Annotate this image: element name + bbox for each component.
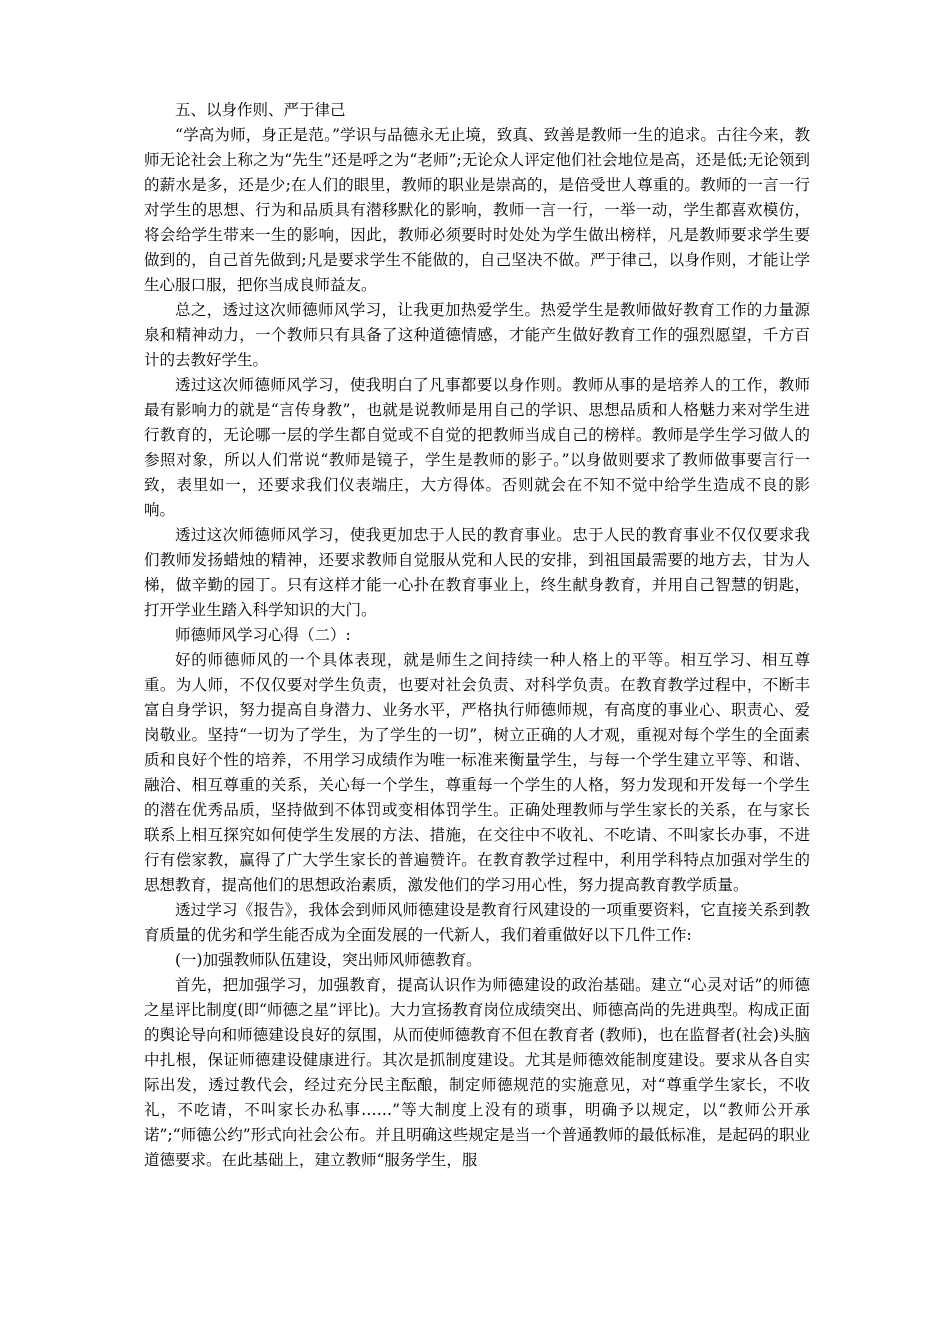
paragraph: 首先，把加强学习，加强教育，提高认识作为师德建设的政治基础。建立“心灵对话”的师德之星评比制度(即“师德之星”评比)。大力宣扬教育岗位成绩突出、师德高尚的先进典型。构成正面的舆论导向和师德建设良好的氛围，从而使师德教育不但在教育者 (教师)，也在监督者(社会)头脑中扎根，保证师德建设健康进行。其次是抓制度建设。尤其是师德效能制度建设。要求从各自实际出发，透过教代会，经过充分民主酝酿，制定师德规范的实施意见，对“尊重学生家长，不收礼，不吃请，不叫家长办私事……”等大制度上没有的琐事，明确予以规定，以“教师公开承诺”;“师德公约”形式向社会公布。并且明确这些规定是当一个普通教师的最低标准，是起码的职业道德要求。在此基础上，建立教师“服务学生，服 (144, 976, 810, 1169)
document-body (144, 98, 810, 1173)
paragraph: 好的师德师风的一个具体表现，就是师生之间持续一种人格上的平等。相互学习、相互尊重。为人师，不仅仅要对学生负责，也要对社会负责、对科学负责。在教育教学过程中，不断丰富自身学识，努力提高自身潜力、业务水平，严格执行师德师规，有高度的事业心、职责心、爱岗敬业。坚持“一切为了学生，为了学生的一切”，树立正确的人才观，重视对每个学生的全面素质和良好个性的培养，不用学习成绩作为唯一标准来衡量学生，与每一个学生建立平等、和谐、融洽、相互尊重的关系，关心每一个学生，尊重每一个学生的人格，努力发现和开发每一个学生的潜在优秀品质，坚持做到不体罚或变相体罚学生。正确处理教师与学生家长的关系，在与家长联系上相互探究如何使学生发展的方法、措施，在交往中不收礼、不吃请、不叫家长办事，不进行有偿家教，赢得了广大学生家长的普遍赞许。在教育教学过程中，利用学科特点加强对学生的思想教育，提高他们的思想政治素质，激发他们的学习用心性，努力提高教育教学质量。 (144, 651, 810, 894)
paragraph: 透过这次师德师风学习，使我更加忠于人民的教育事业。忠于人民的教育事业不仅仅要求我们教师发扬蜡烛的精神，还要求教师自觉服从党和人民的安排，到祖国最需要的地方去，甘为人梯，做辛勤的园丁。只有这样才能一心扑在教育事业上，终生献身教育，并用自己智慧的钥匙，打开学业生踏入科学知识的大门。 (144, 526, 810, 619)
paragraph: 总之，透过这次师德师风学习，让我更加热爱学生。热爱学生是教师做好教育工作的力量源泉和精神动力，一个教师只有具备了这种道德情感，才能产生做好教育工作的强烈愿望，千方百计的去教好学生。 (144, 301, 810, 369)
paragraph: 透过学习《报告》，我体会到师风师德建设是教育行风建设的一项重要资料，它直接关系到教育质量的优劣和学生能否成为全面发展的一代新人，我们着重做好以下几件工作: (144, 901, 810, 944)
section-heading: 师德师风学习心得（二）: (175, 626, 351, 644)
paragraph: 透过这次师德师风学习，使我明白了凡事都要以身作则。教师从事的是培养人的工作，教师最有影响力的就是“言传身教”，也就是说教师是用自己的学识、思想品质和人格魅力来对学生进行教育的，无论哪一层的学生都自觉或不自觉的把教师当成自己的榜样。教师是学生学习做人的参照对象，所以人们常说“教师是镜子，学生是教师的影子。”以身做则要求了教师做事要言行一致，表里如一，还要求我们仪表端庄，大方得体。否则就会在不知不觉中给学生造成不良的影响。 (144, 376, 810, 519)
section-heading: 五、以身作则、严于律己 (175, 101, 346, 119)
paragraph: “学高为师，身正是范。”学识与品德永无止境，致真、致善是教师一生的追求。古往今来，教师无论社会上称之为“先生”还是呼之为“老师”;无论众人评定他们社会地位是高，还是低;无论领到的薪水是多，还是少;在人们的眼里，教师的职业是崇高的，是倍受世人尊重的。教师的一言一行对学生的思想、行为和品质具有潜移默化的影响，教师一言一行，一举一动，学生都喜欢模仿，将会给学生带来一生的影响，因此，教师必须要时时处处为学生做出榜样，凡是教师要求学生要做到的，自己首先做到;凡是要求学生不能做的，自己坚决不做。严于律己，以身作则，才能让学生心服口服，把你当成良师益友。 (144, 126, 810, 294)
section-heading: (一)加强教师队伍建设，突出师风师德教育。 (175, 951, 482, 969)
